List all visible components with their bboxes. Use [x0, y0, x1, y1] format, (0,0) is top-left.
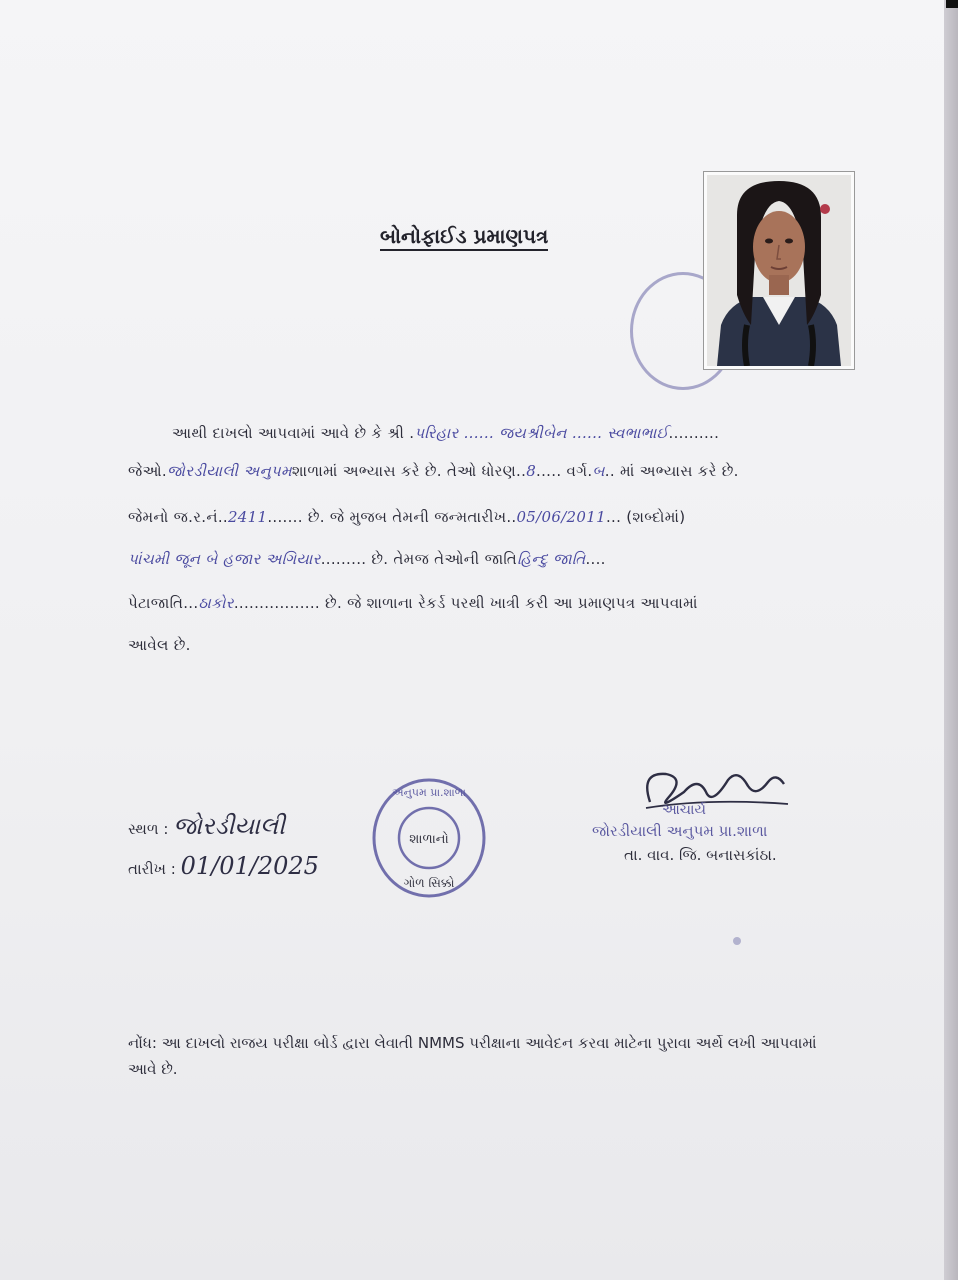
line4-suffix: ....: [585, 550, 606, 568]
date-value: 01/01/2025: [180, 852, 319, 880]
paper-edge-shadow: [944, 0, 958, 1280]
register-number: 2411: [227, 508, 268, 526]
stamp-bottom-text: ગોળ સિક્કો: [403, 876, 455, 890]
place-value: જોરડીયાલી: [173, 812, 285, 840]
ink-spot: [733, 937, 741, 945]
line2-mid2: ..... વર્ગ.: [536, 462, 593, 480]
standard-value: 8: [526, 462, 537, 480]
line2-prefix: જેઓ.: [128, 462, 167, 480]
document-title: બોનોફાઈડ પ્રમાણપત્ર: [380, 224, 548, 251]
place-field: [128, 812, 285, 840]
principal-signature-block: [588, 762, 818, 872]
school-name: જોરડીયાલી અનુપમ: [166, 462, 292, 480]
line5-suffix: ................. છે. જે શાળાના રેકર્ડ પરથી ખાત્રી કરી આ પ્રમાણપત્ર આપવામાં: [233, 594, 698, 612]
birth-date-words: પાંચમી જૂન બે હજાર અગિયાર: [128, 550, 321, 568]
background-corner: [946, 0, 958, 8]
line5-prefix: પેટાજાતિ...: [128, 594, 199, 612]
student-name: પરિહાર ...... જયશ્રીબેન ...... સ્વભાભાઈ: [414, 424, 669, 442]
line1-prefix: આથી દાખલો આપવામાં આવે છે કે શ્રી .: [172, 424, 415, 442]
school-round-stamp: [369, 776, 489, 906]
stamp-arc-text: અનુપમ પ્રા.શાળા: [392, 786, 466, 799]
line2-suffix: .. માં અભ્યાસ કરે છે.: [604, 462, 739, 480]
line3-mid: ....... છે. જે મુજબ તેમની જન્મતારીખ..: [267, 508, 517, 526]
stamp-graphic: [369, 776, 489, 906]
line3-suffix: ... (શબ્દોમાં): [605, 508, 686, 526]
certificate-note: નોંધ: આ દાખલો રાજય પરીક્ષા બોર્ડ દ્વારા લેવાતી NMMS પરીક્ષાના આવેદન કરવા માટેના પુરાવા અર્થે લખી આપવામાં આવે છે.: [128, 1034, 817, 1078]
caste-value: હિન્દુ જાતિ: [517, 550, 586, 568]
signature-school: જોરડીયાલી અનુપમ પ્રા.શાળા: [592, 822, 768, 840]
student-portrait-image: [707, 175, 851, 366]
student-photo: [703, 171, 855, 370]
line4-mid: ......... છે. તેમજ તેઓની જાતિ: [320, 550, 518, 568]
place-label: સ્થળ :: [128, 820, 169, 838]
signature-address: તા. વાવ. જિ. બનાસકાંઠા.: [624, 846, 777, 864]
line2-mid: શાળામાં અભ્યાસ કરે છે. તેઓ ધોરણ..: [291, 462, 527, 480]
line1-suffix: ..........: [668, 424, 720, 442]
division-value: બ: [592, 462, 605, 480]
subcaste-value: ઠાકોર: [198, 594, 234, 612]
body-line-6: આવેલ છે.: [128, 636, 191, 654]
birth-date: 05/06/2011: [516, 508, 606, 526]
signature-title: આચાર્ય: [662, 802, 706, 818]
line3-prefix: જેમનો જ.ર.નં..: [128, 508, 228, 526]
date-field: [128, 852, 319, 880]
stamp-center-text: શાળાનો: [409, 832, 449, 847]
date-label: તારીખ :: [128, 860, 176, 878]
